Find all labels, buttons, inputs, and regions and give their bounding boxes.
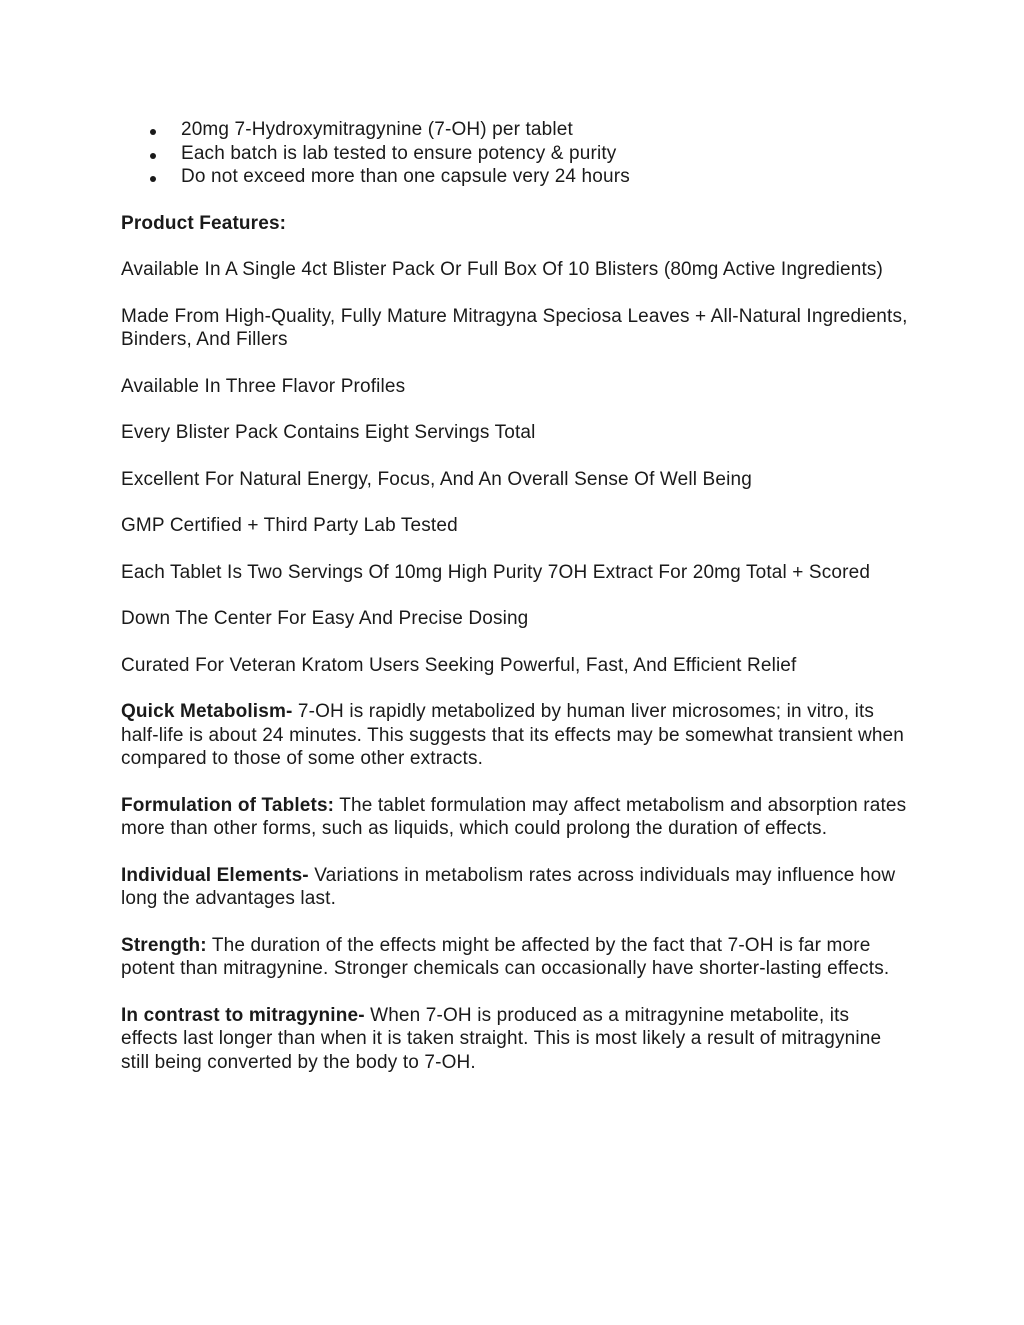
feature-paragraph: Down The Center For Easy And Precise Dosing xyxy=(121,608,529,629)
section-text: 7-OH is rapidly metabolized by human liver microsomes; in vitro, its half-life is about 24 minutes. This suggests that its effects may be somewhat transient when compared to those of some other extracts. xyxy=(121,701,904,769)
section-text: The tablet formulation may affect metabolism and absorption rates more than other forms, such as liquids, which could prolong the duration of effects. xyxy=(121,794,907,839)
section-quick-metabolism xyxy=(121,700,911,771)
section-label: Quick Metabolism- xyxy=(121,701,293,722)
section-label: Strength: xyxy=(121,934,207,956)
bullet-list xyxy=(121,118,911,189)
bullet-item xyxy=(121,142,911,166)
bullet-text: 20mg 7-Hydroxymitragynine (7-OH) per tablet xyxy=(181,119,573,140)
bullet-item xyxy=(121,118,911,142)
bullet-icon xyxy=(150,153,156,159)
bullet-text: Do not exceed more than one capsule very 24 hours xyxy=(181,166,630,187)
feature-paragraph: Every Blister Pack Contains Eight Servings Total xyxy=(121,422,536,443)
section-individual-elements xyxy=(121,864,911,911)
section-text: When 7-OH is produced as a mitragynine metabolite, its effects last longer than when it is taken straight. This is most likely a result of mitragynine still being converted by the body to 7-OH. xyxy=(121,1004,882,1073)
feature-paragraph: GMP Certified + Third Party Lab Tested xyxy=(121,515,458,536)
document-page xyxy=(121,118,911,1074)
section-text: The duration of the effects might be affected by the fact that 7-OH is far more potent than mitragynine. Stronger chemicals can occasionally have shorter-lasting effects. xyxy=(121,934,890,979)
features-heading: Product Features: xyxy=(121,212,287,234)
feature-paragraph: Available In A Single 4ct Blister Pack Or Full Box Of 10 Blisters (80mg Active Ingredients) xyxy=(121,259,884,280)
section-strength xyxy=(121,934,911,981)
section-label: Individual Elements- xyxy=(121,864,309,886)
section-text: Variations in metabolism rates across individuals may influence how long the advantages last. xyxy=(121,864,896,909)
feature-paragraph: Curated For Veteran Kratom Users Seeking Powerful, Fast, And Efficient Relief xyxy=(121,654,797,676)
section-label: In contrast to mitragynine- xyxy=(121,1004,365,1026)
feature-paragraph: Made From High-Quality, Fully Mature Mitragyna Speciosa Leaves + All-Natural Ingredients, Binders, And Fillers xyxy=(121,305,908,350)
bullet-icon xyxy=(150,129,156,135)
feature-paragraph: Excellent For Natural Energy, Focus, And An Overall Sense Of Well Being xyxy=(121,468,752,490)
feature-paragraph: Available In Three Flavor Profiles xyxy=(121,375,406,397)
section-formulation-of-tablets xyxy=(121,794,911,841)
section-label: Formulation of Tablets: xyxy=(121,794,335,816)
feature-paragraph: Each Tablet Is Two Servings Of 10mg High Purity 7OH Extract For 20mg Total + Scored xyxy=(121,561,871,583)
bullet-icon xyxy=(150,176,156,182)
bullet-item xyxy=(121,165,911,189)
section-in-contrast-to-mitragynine xyxy=(121,1004,911,1075)
bullet-text: Each batch is lab tested to ensure potency & purity xyxy=(181,142,617,164)
